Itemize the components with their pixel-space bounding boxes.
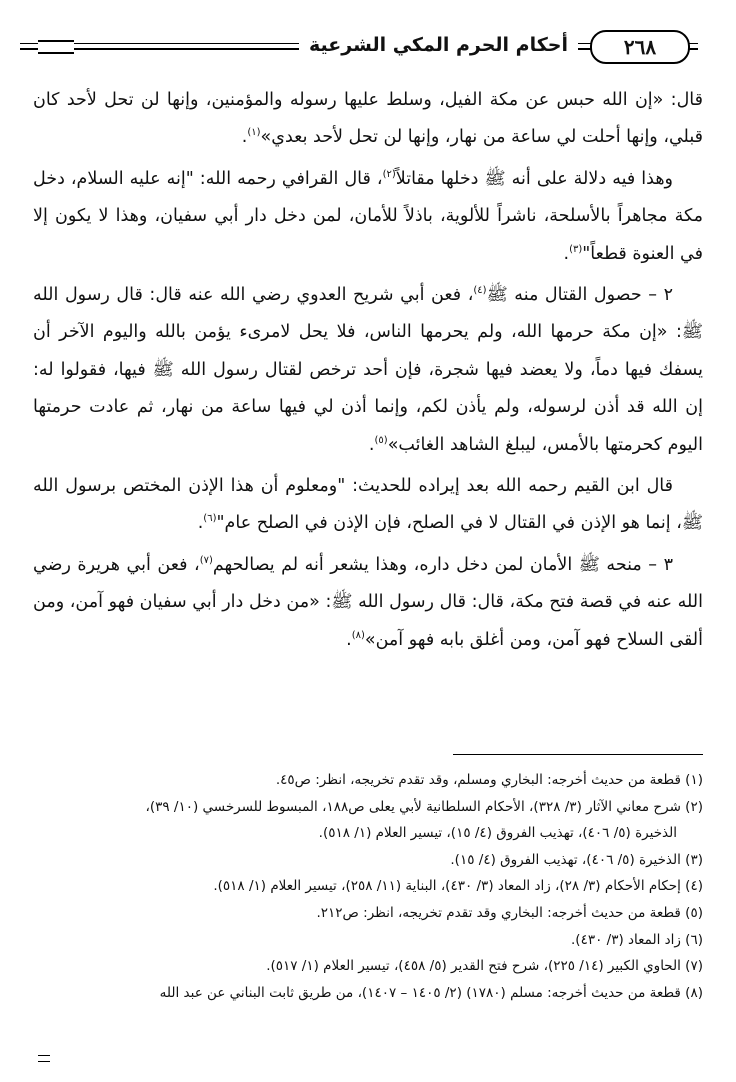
footnote-5: (٥) قطعة من حديث أخرجه: البخاري وقد تقدم تخريجه، انظر: ص٢١٢. [316, 904, 703, 921]
footnote-ref: (٣) [569, 243, 583, 255]
paragraph-1: قال: «إن الله حبس عن مكة الفيل، وسلط عليها رسوله والمؤمنين، وإنها لن تحل لأحد كان قبلي، وإنها أحلت لي ساعة من نهار، وإنها لن تحل لأحد بعدي»$^{(١)}$. [33, 90, 703, 148]
footnote-ref: (١) [247, 127, 261, 139]
footnote-ref: (٥) [374, 434, 388, 446]
footnote-1: (١) قطعة من حديث أخرجه: البخاري ومسلم، وقد تقدم تخريجه، انظر: ص٤٥. [275, 772, 703, 788]
paragraph-4: قال ابن القيم رحمه الله بعد إيراده للحديث: "ومعلوم أن هذا الإذن المختص برسول الله ﷺ، إنما هو الإذن في القتال لا في الصلح، فإن الإذن في الصلح عام"$^{(٦)}$. [33, 476, 703, 534]
paragraph-2: وهذا فيه دلالة على أنه ﷺ دخلها مقاتلاً$^{(٢)}$، قال القرافي رحمه الله: "إنه عليه السلام، دخل مكة مجاهراً بالأسلحة، ناشراً للألوية، باذلاً للأمان، لمن دخل دار أبي سفيان، وهذا لا يكون إلا في العنوة قطعاً"$^{(٣)}$. [33, 168, 703, 264]
footnote-8: (٨) قطعة من حديث أخرجه: مسلم (١٧٨٠) (٢/ ١٤٠٥ – ١٤٠٧)، من طريق ثابت البناني عن عبد الله [159, 984, 703, 1001]
continuation-mark [38, 1055, 50, 1062]
footnote-3: (٣) الذخيرة (٥/ ٤٠٦)، تهذيب الفروق (٤/ ١٥). [450, 851, 703, 868]
footnote-ref: (٨) [351, 629, 365, 641]
footnote-separator [453, 754, 703, 755]
footnote-ref: (٦) [203, 513, 217, 525]
footnote-2: (٢) شرح معاني الآثار (٣/ ٣٢٨)، الأحكام السلطانية لأبي يعلى ص١٨٨، المبسوط للسرخسي (١٠/ ٣٩)، [145, 798, 703, 815]
header-double-dash [38, 40, 74, 54]
paragraph-5: ٣ – منحه ﷺ الأمان لمن دخل داره، وهذا يشعر أنه لم يصالحهم$^{(٧)}$، فعن أبي هريرة رضي الله عنه في قصة فتح مكة، قال: قال رسول الله ﷺ: «من دخل دار أبي سفيان فهو آمن، ومن ألقى السلاح فهو آمن، ومن أغلق بابه فهو آمن»$^{(٨)}$. [33, 554, 703, 650]
footnotes [33, 768, 703, 1007]
main-text [33, 82, 703, 663]
footnote-6: (٦) زاد المعاد (٣/ ٤٣٠). [571, 931, 703, 948]
running-title: أحكام الحرم المكي الشرعية [299, 32, 578, 58]
paragraph-3: ٢ – حصول القتال منه ﷺ$^{(٤)}$، فعن أبي شريح العدوي رضي الله عنه قال: قال رسول الله ﷺ: «إن مكة حرمها الله، ولم يحرمها الناس، فلا يحل لامرىء يؤمن بالله واليوم الآخر أن يسفك فيها دماً، ولا يعضد فيها شجرة، فإن أحد ترخص لقتال رسول الله ﷺ فيها، فقولوا له: إن الله قد أذن لرسوله، ولم يأذن لكم، وإنما أذن لي فيها ساعة من نهار، ثم عادت حرمتها اليوم كحرمتها بالأمس، ليبلغ الشاهد الغائب»$^{(٥)}$. [33, 285, 703, 455]
footnote-ref: (٢) [382, 168, 396, 180]
footnote-7: (٧) الحاوي الكبير (١٤/ ٢٢٥)، شرح فتح القدير (٥/ ٤٥٨)، تيسير العلام (١/ ٥١٧). [266, 958, 703, 975]
page-number: ٢٦٨ [590, 30, 690, 64]
footnote-ref: (٤) [473, 285, 487, 297]
footnote-4: (٤) إحكام الأحكام (٣/ ٢٨)، زاد المعاد (٣/ ٤٣٠)، البناية (١١/ ٢٥٨)، تيسير العلام (١/ ٥١٨). [213, 878, 703, 895]
footnote-ref: (٧) [199, 555, 213, 567]
page-header [20, 30, 698, 62]
footnote-2-continued: الذخيرة (٥/ ٤٠٦)، تهذيب الفروق (٤/ ١٥)، تيسير العلام (١/ ٥١٨). [318, 825, 677, 842]
